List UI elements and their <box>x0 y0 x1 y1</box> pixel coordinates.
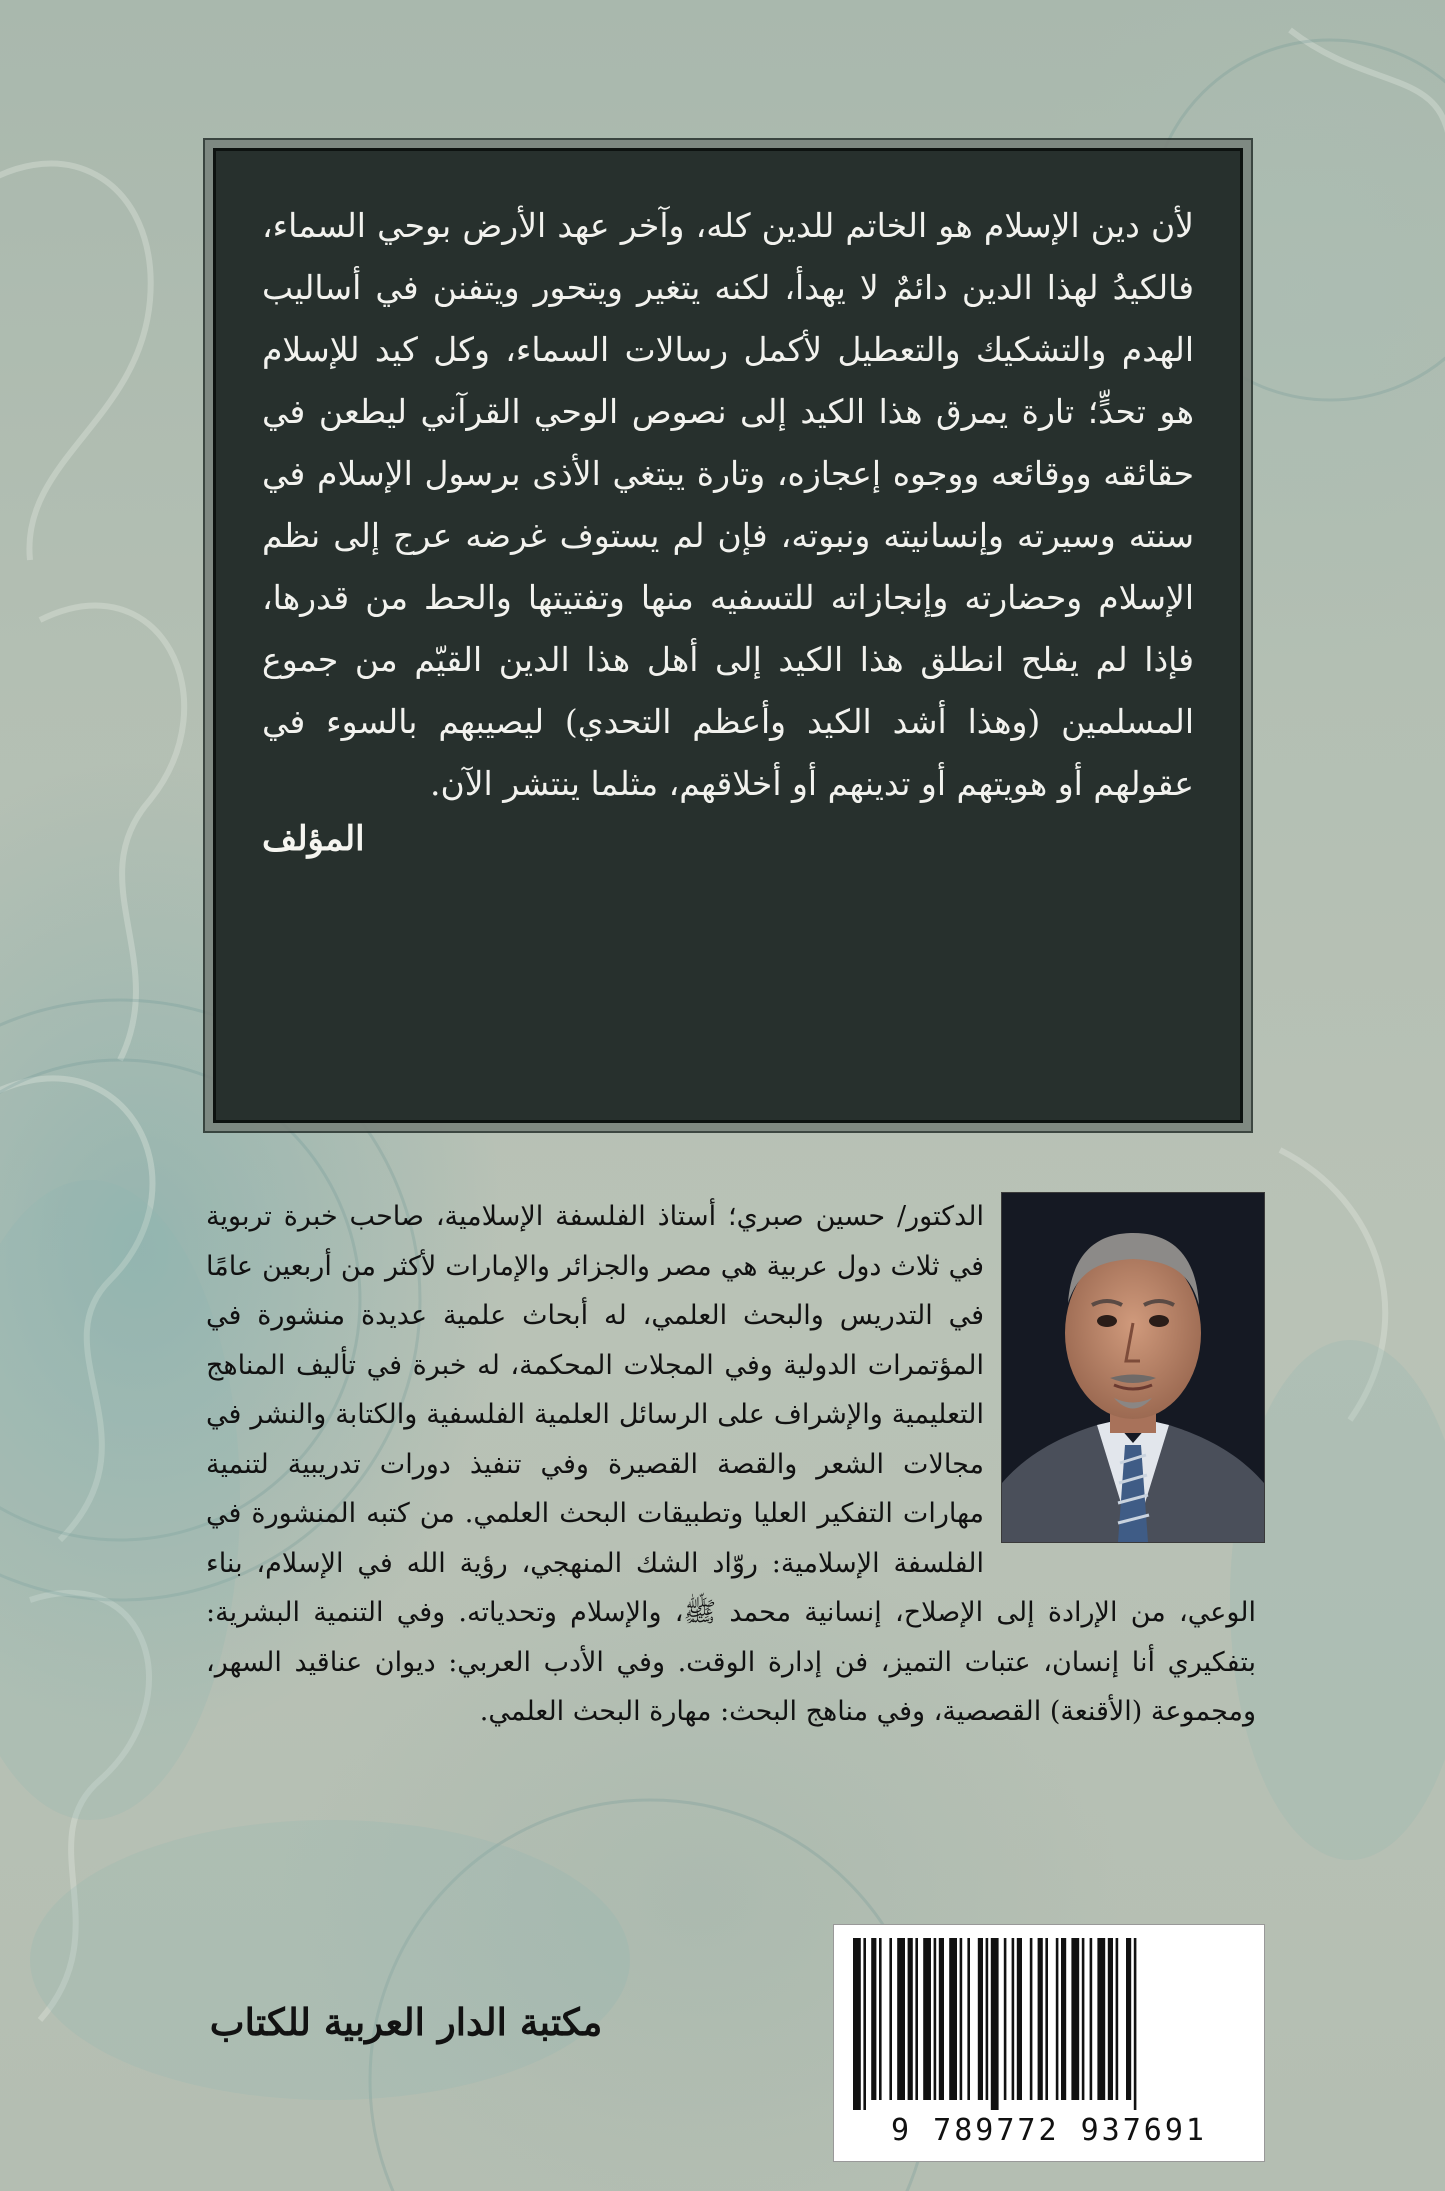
back-cover-quote: لأن دين الإسلام هو الخاتم للدين كله، وآخر عهد الأرض بوحي السماء، فالكيدُ لهذا الدين دائمٌ لا يهدأ، لكنه يتغير ويتحور ويتفنن في أساليب الهدم والتشكيك والتعطيل لأكمل رسالات السماء، وكل كيد للإسلام هو تحدٍّ؛ تارة يمرق هذا الكيد إلى نصوص الوحي القرآني ليطعن في حقائقه ووقائعه ووجوه إعجازه، وتارة يبتغي الأذى برسول الإسلام في سنته وسيرته وإنسانيته ونبوته، فإن لم يستوف غرضه عرج إلى نظم الإسلام وحضارته وإنجازاته للتسفيه منها وتفتيتها والحط من قدرها، فإذا لم يفلح انطلق هذا الكيد إلى أهل هذا الدين القيّم من جموع المسلمين (وهذا أشد الكيد وأعظم التحدي) ليصيبهم بالسوء في عقولهم أو هويتهم أو تدينهم أو أخلاقهم، مثلما ينتشر الآن. <box>262 206 1194 803</box>
isbn-number: 9 789772 937691 <box>891 2113 1207 2148</box>
barcode-bars <box>847 1938 1251 2110</box>
quote-author-signature: المؤلف <box>262 819 365 859</box>
photo-spacer <box>984 1192 1256 1542</box>
isbn-barcode <box>833 1924 1265 2162</box>
quote-box <box>213 148 1243 1123</box>
author-bio <box>206 1192 1256 1737</box>
author-bio-text: الدكتور/ حسين صبري؛ أستاذ الفلسفة الإسلامية، صاحب خبرة تربوية في ثلاث دول عربية هي مصر والجزائر والإمارات لأكثر من أربعين عامًا في التدريس والبحث العلمي، له أبحاث علمية عديدة منشورة في المؤتمرات الدولية وفي المجلات المحكمة، له خبرة في تأليف المناهج التعليمية والإشراف على الرسائل العلمية الفلسفية والكتابة والنشر في مجالات الشعر والقصة القصيرة وفي تنفيذ دورات تدريبية لتنمية مهارات التفكير العليا وتطبيقات البحث العلمي. من كتبه المنشورة في الفلسفة الإسلامية: روّاد الشك المنهجي، رؤية الله في الإسلام، بناء الوعي، من الإرادة إلى الإصلاح، إنسانية محمد ﷺ، والإسلام وتحدياته. وفي التنمية البشرية: بتفكيري أنا إنسان، عتبات التميز، فن إدارة الوقت. وفي الأدب العربي: ديوان عناقيد السهر، ومجموعة (الأقنعة) القصصية، وفي مناهج البحث: مهارة البحث العلمي. <box>206 1201 1256 1727</box>
publisher-logo-text: مكتبة الدار العربية للكتاب <box>209 2000 603 2044</box>
